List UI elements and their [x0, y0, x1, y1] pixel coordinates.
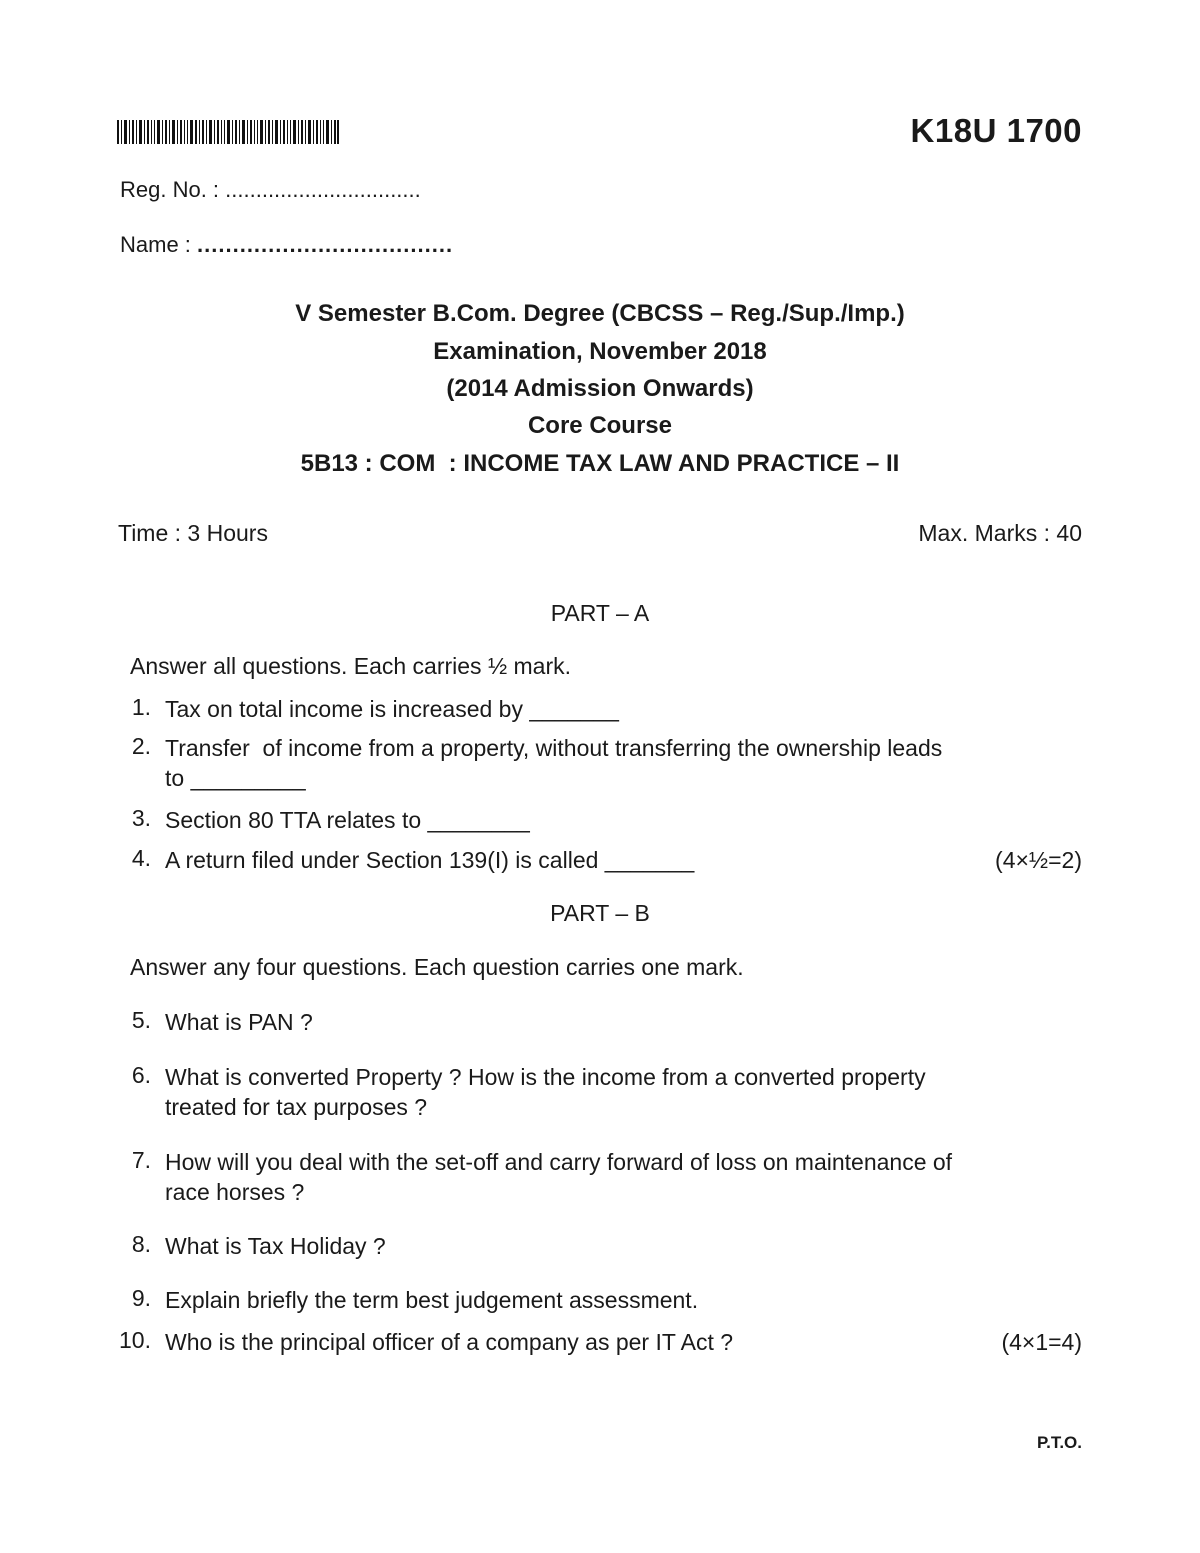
- question-text-cont: to _________: [165, 765, 306, 791]
- question-text: What is Tax Holiday ?: [165, 1233, 386, 1259]
- header-course-type: Core Course: [527, 412, 673, 439]
- name-label: Name :: [120, 232, 198, 257]
- part-a-instruction: Answer all questions. Each carries ½ mark.: [130, 653, 572, 679]
- barcode: [117, 120, 339, 144]
- question-text-cont: race horses ?: [165, 1179, 305, 1205]
- question-text-cont: treated for tax purposes ?: [165, 1094, 428, 1120]
- header-exam: Examination, November 2018: [433, 338, 767, 365]
- question-text: What is PAN ?: [165, 1009, 313, 1035]
- question-number: 7.: [131, 1147, 151, 1173]
- part-a-marks: (4×½=2): [995, 847, 1082, 873]
- question-text: Transfer of income from a property, without transferring the ownership leads: [165, 735, 943, 761]
- header-degree: V Semester B.Com. Degree (CBCSS – Reg./Sup./Imp.): [295, 300, 905, 327]
- header-course-title: 5B13 : COM : INCOME TAX LAW AND PRACTICE – II: [300, 450, 900, 477]
- question-number: 10.: [119, 1327, 151, 1353]
- question-text: Explain briefly the term best judgement assessment.: [165, 1287, 699, 1313]
- part-a-title: PART – A: [550, 600, 650, 626]
- header-admission: (2014 Admission Onwards): [446, 375, 754, 402]
- question-text: How will you deal with the set-off and carry forward of loss on maintenance of: [165, 1149, 953, 1175]
- max-marks-label: Max. Marks : 40: [918, 520, 1082, 546]
- paper-code: K18U 1700: [910, 112, 1082, 149]
- question-number: 3.: [131, 805, 151, 831]
- pto-label: P.T.O.: [1036, 1433, 1082, 1452]
- reg-no-dots: ................................: [225, 177, 421, 202]
- question-number: 5.: [131, 1007, 151, 1033]
- question-text: What is converted Property ? How is the income from a converted property: [165, 1064, 926, 1090]
- time-label: Time : 3 Hours: [118, 520, 268, 546]
- question-number: 9.: [131, 1285, 151, 1311]
- question-number: 8.: [131, 1231, 151, 1257]
- reg-no-field: [120, 177, 421, 203]
- part-b-title: PART – B: [550, 900, 650, 926]
- question-text: Tax on total income is increased by _______: [165, 696, 619, 722]
- question-text: A return filed under Section 139(I) is called _______: [165, 847, 695, 873]
- name-field: [120, 232, 453, 258]
- reg-no-label: Reg. No. :: [120, 177, 226, 202]
- question-number: 2.: [131, 733, 151, 759]
- name-dots: ....................................: [197, 232, 454, 257]
- part-b-marks: (4×1=4): [1001, 1329, 1082, 1355]
- question-number: 6.: [131, 1062, 151, 1088]
- question-text: Who is the principal officer of a company as per IT Act ?: [165, 1329, 734, 1355]
- question-number: 1.: [131, 694, 151, 720]
- question-number: 4.: [131, 845, 151, 871]
- question-text: Section 80 TTA relates to ________: [165, 807, 530, 833]
- part-b-instruction: Answer any four questions. Each question carries one mark.: [130, 954, 744, 980]
